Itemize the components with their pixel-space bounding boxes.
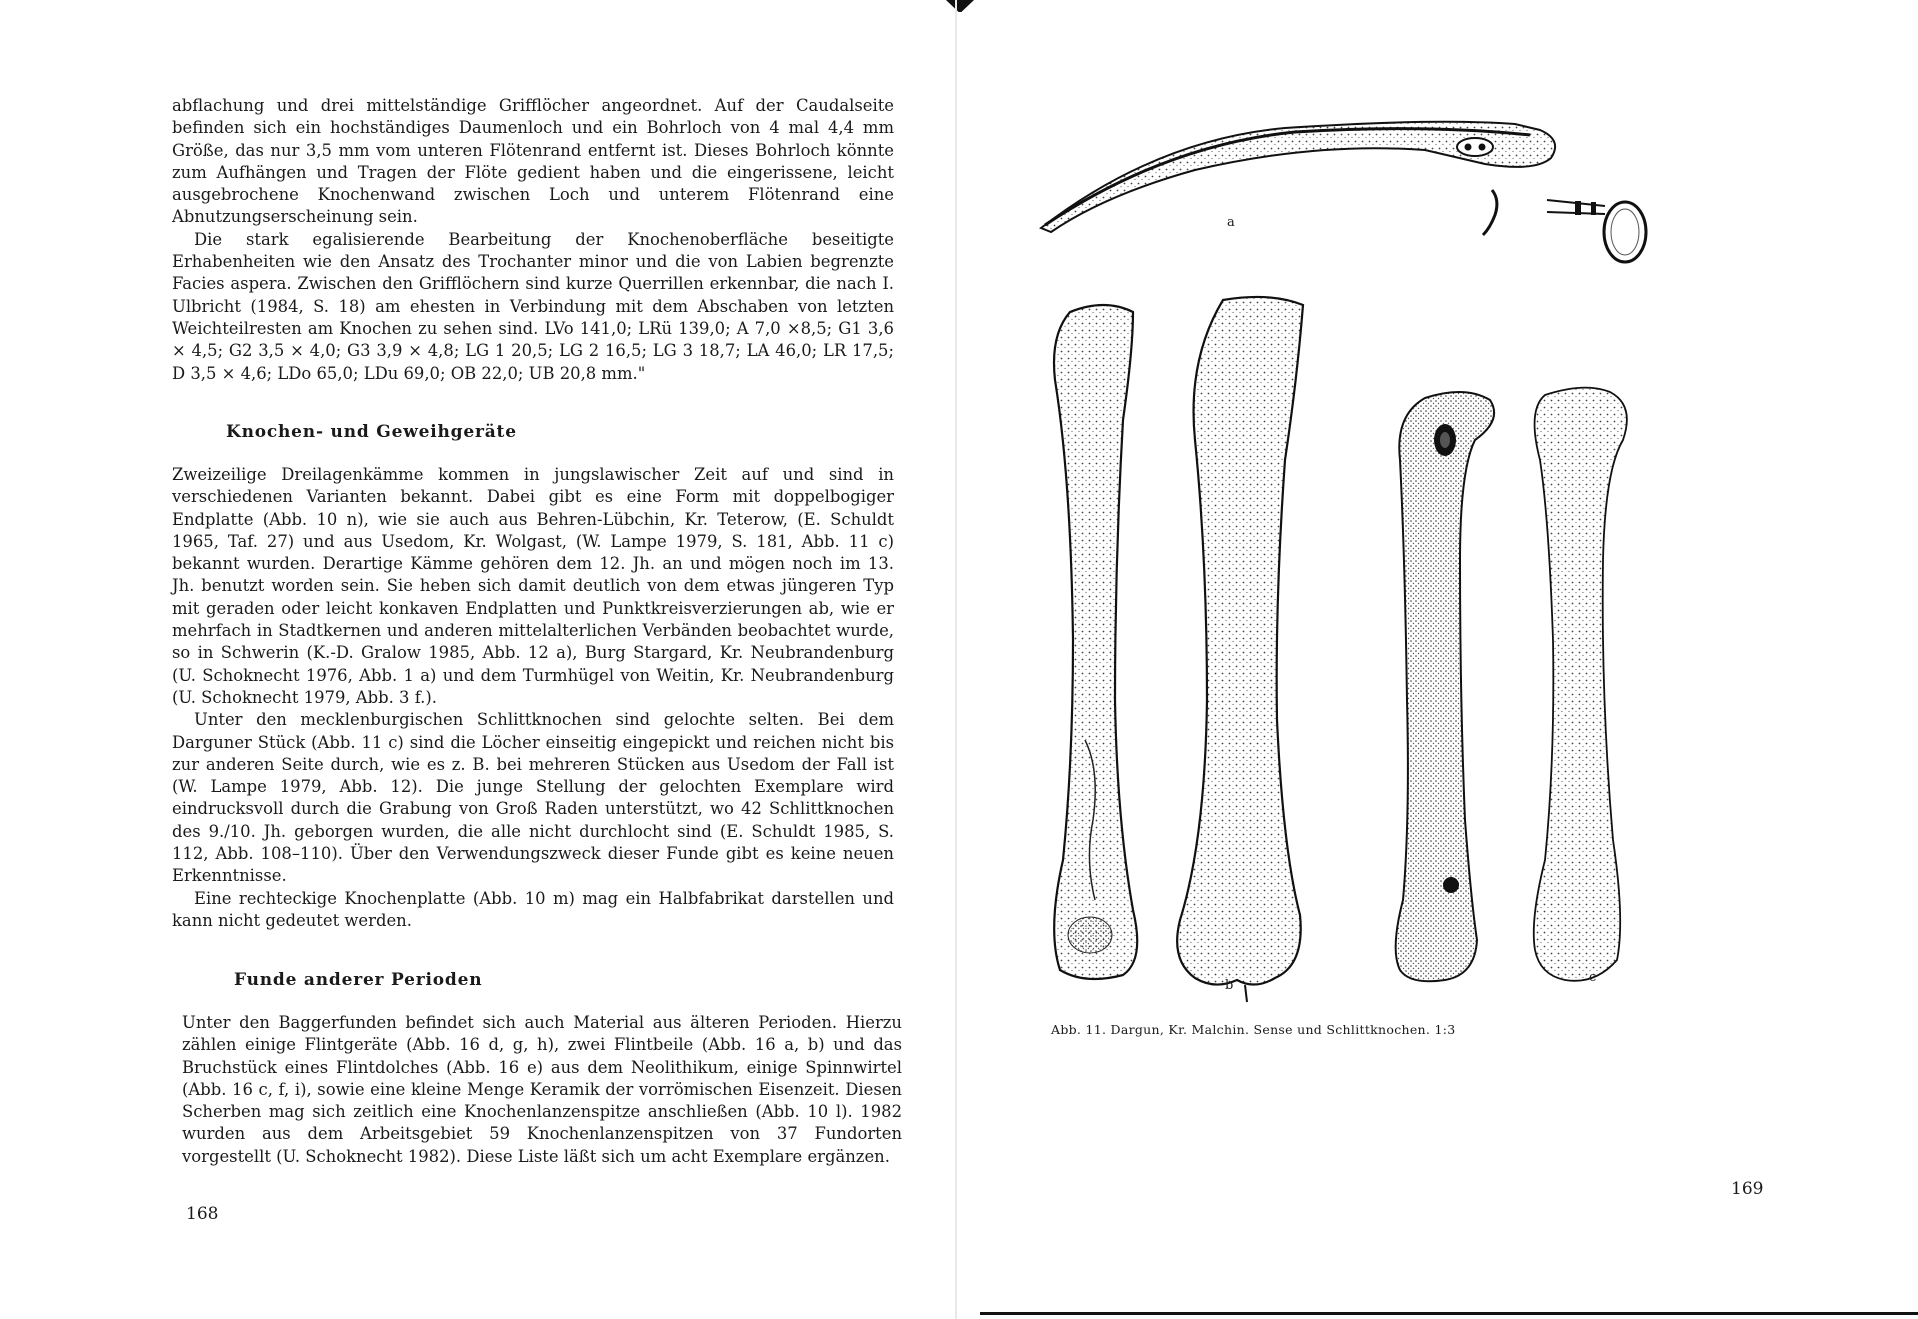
- figure-label-a: a: [1227, 215, 1235, 230]
- paragraph: abflachung und drei mittelständige Grifflöcher angeordnet. Auf der Caudalseite befinden sich ein hochständiges Daumenloch und ein Bohrloch von 4 mal 4,4 mm Größe, das nur 3,5 mm vom unteren Flötenrand entfernt ist. Dieses Bohrloch könnte zum Aufhängen und Tragen der Flöte gedient haben und die eingerissene, leicht ausgebrochene Knochenwand zwischen Loch und unterem Flötenrand eine Abnutzungserscheinung sein.: [172, 96, 894, 227]
- scythe-fragment-drawing: [1483, 190, 1497, 235]
- ring-drawing: [1547, 200, 1646, 262]
- paragraph: Zweizeilige Dreilagenkämme kommen in jungslawischer Zeit auf und sind in verschiedenen Varianten bekannt. Dabei gibt es eine Form mit doppelbogiger Endplatte (Abb. 10 n), wie sie auch aus Behren-Lübchin, Kr. Teterow, (E. Schuldt 1965, Taf. 27) und aus Usedom, Kr. Wolgast, (W. Lampe 1979, S. 181, Abb. 11 c) bekannt wurden. Derartige Kämme gehören dem 12. Jh. an und mögen noch im 13. Jh. benutzt worden sein. Sie heben sich damit deutlich von dem etwas jüngeren Typ mit geraden oder leicht konkaven Endplatten und Punktkreisverzierungen ab, wie er mehrfach in Stadtkernen und anderen mittelalterlichen Verbänden beobachtet wurde, so in Schwerin (K.-D. Gralow 1985, Abb. 12 a), Burg Stargard, Kr. Neubrandenburg (U. Schoknecht 1976, Abb. 1 a) und dem Turmhügel von Weitin, Kr. Neubrandenburg (U. Schoknecht 1979, Abb. 3 f.).: [172, 465, 894, 707]
- paragraph: Die stark egalisierende Bearbeitung der Knochenoberfläche beseitigte Erhabenheiten wie den Ansatz des Trochanter minor und die von Labien begrenzte Facies aspera. Zwischen den Grifflöchern sind kurze Querrillen erkennbar, die nach I. Ulbricht (1984, S. 18) am ehesten in Verbindung mit dem Abschaben von letzten Weichteilresten am Knochen zu sehen sind. LVo 141,0; LRü 139,0; A 7,0 ×8,5; G1 3,6 × 4,5; G2 3,5 × 4,0; G3 3,9 × 4,8; LG 1 20,5; LG 2 16,5; LG 3 18,7; LA 46,0; LR 17,5; D 3,5 × 4,6; LDo 65,0; LDu 69,0; OB 22,0; UB 20,8 mm.": [172, 229, 894, 383]
- figure-label-c: c: [1589, 970, 1597, 985]
- skate-bone-1: [1054, 305, 1137, 979]
- text-block-bottom: [182, 1012, 902, 1168]
- figure-caption: Abb. 11. Dargun, Kr. Malchin. Sense und Schlittknochen. 1:3: [1051, 1022, 1456, 1037]
- paragraph: Unter den Baggerfunden befindet sich auch Material aus älteren Perioden. Hierzu zählen einige Flintgeräte (Abb. 16 d, g, h), zwei Flintbeile (Abb. 16 a, b) und das Bruchstück eines Flintdolches (Abb. 16 e) aus dem Neolithikum, einige Spinnwirtel (Abb. 16 c, f, i), sowie eine kleine Menge Keramik der vorrömischen Eisenzeit. Diesen Scherben mag sich zeitlich eine Knochenlanzenspitze anschließen (Abb. 10 l). 1982 wurden aus dem Arbeitsgebiet 59 Knochenlanzenspitzen von 37 Fundorten vorgestellt (U. Schoknecht 1982). Diese Liste läßt sich um acht Exemplare ergänzen.: [182, 1013, 902, 1166]
- text-block-top: [172, 95, 894, 385]
- section-heading-funde: Funde anderer Perioden: [234, 970, 483, 990]
- right-page: [955, 0, 1918, 1319]
- scythe-drawing: [1041, 122, 1555, 232]
- skate-bone-3: [1396, 392, 1494, 981]
- figure-illustration: [955, 0, 1918, 1319]
- figure-label-b: b: [1225, 978, 1234, 993]
- page-number-left: 168: [186, 1204, 219, 1224]
- paragraph: Unter den mecklenburgischen Schlittknochen sind gelochte selten. Bei dem Darguner Stück (Abb. 11 c) sind die Löcher einseitig eingepickt und reichen nicht bis zur anderen Seite durch, wie es z. B. bei mehreren Stücken aus Usedom der Fall ist (W. Lampe 1979, Abb. 12). Die junge Stellung der gelochten Exemplare wird eindrucksvoll durch die Grabung von Groß Raden unterstützt, wo 42 Schlittknochen des 9./10. Jh. geborgen wurden, die alle nicht durchlocht sind (E. Schuldt 1985, S. 112, Abb. 108–110). Über den Verwendungszweck dieser Funde gibt es keine neuen Erkenntnisse.: [172, 710, 894, 886]
- left-page: [0, 0, 955, 1319]
- section-heading-knochen: Knochen- und Geweihgeräte: [226, 422, 517, 442]
- skate-bone-4: [1534, 388, 1627, 981]
- paragraph: Eine rechteckige Knochenplatte (Abb. 10 m) mag ein Halbfabrikat darstellen und kann nicht gedeutet werden.: [172, 888, 894, 930]
- skate-bone-2: [1177, 297, 1303, 1002]
- text-block-middle: [172, 464, 894, 932]
- page-number-right: 169: [1731, 1179, 1764, 1199]
